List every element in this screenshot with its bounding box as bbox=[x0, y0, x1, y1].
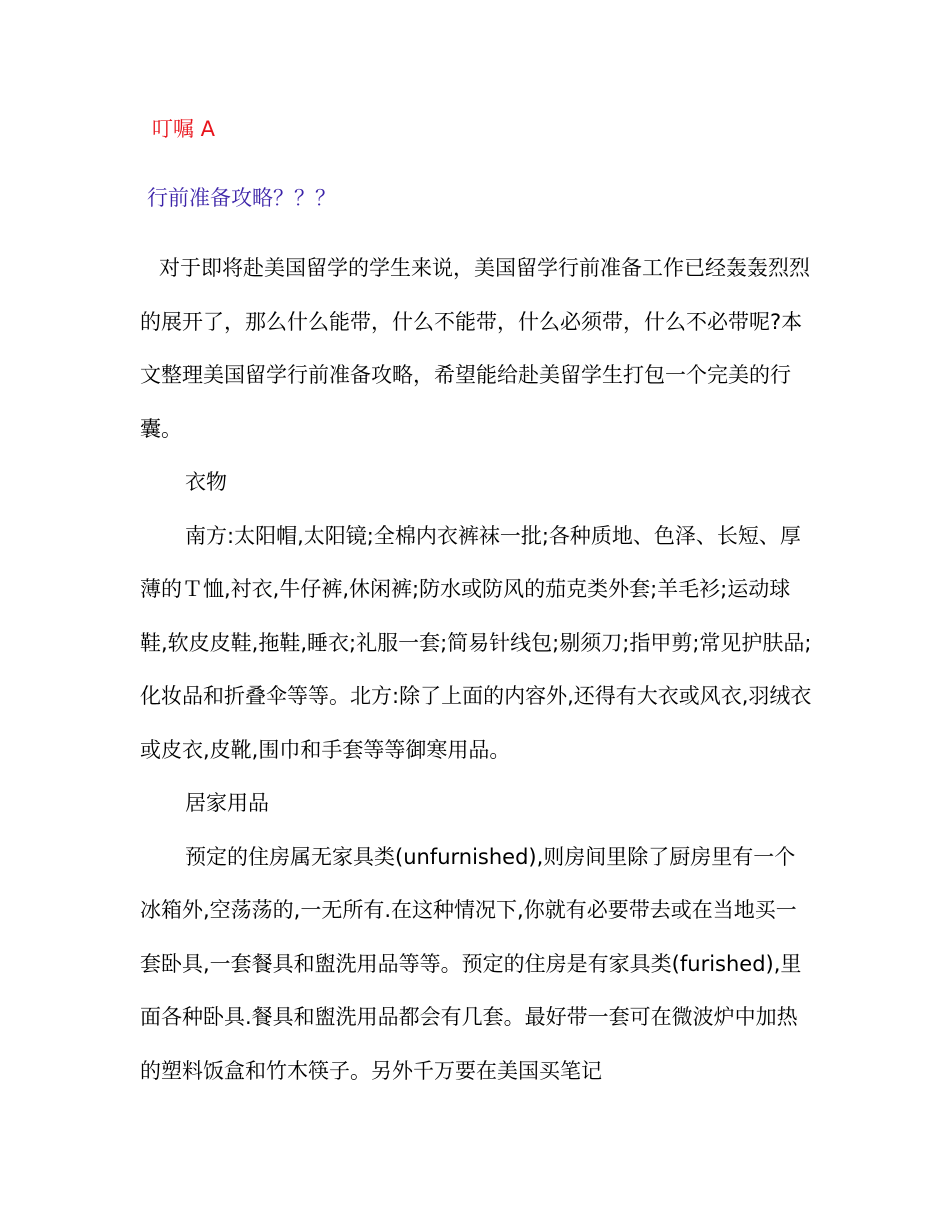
section-heading-household: 居家用品 bbox=[185, 791, 269, 815]
section-paragraph-household: 预定的住房属无家具类(unfurnished),则房间里除了厨房里有一个冰箱外,空荡荡的,一无所有.在这种情况下,你就有必要带去或在当地买一套卧具,一套餐具和盥洗用品等等。预定的住房是有家具类(furished),里面各种卧具.餐具和盥洗用品都会有几套。最好带一套可在微波炉中加热的塑料饭盒和竹木筷子。另外千万要在美国买笔记 bbox=[140, 844, 802, 1083]
intro-paragraph: 对于即将赴美国留学的学生来说，美国留学行前准备工作已经轰轰烈烈的展开了，那么什么能带，什么不能带，什么必须带，什么不必带呢?本文整理美国留学行前准备攻略，希望能给赴美留学生打包一个完美的行囊。 bbox=[140, 256, 810, 441]
section-paragraph-clothing: 南方:太阳帽,太阳镜;全棉内衣裤袜一批;各种质地、色泽、长短、厚薄的Ｔ恤,衬衣,牛仔裤,休闲裤;防水或防风的茄克类外套;羊毛衫;运动球鞋,软皮皮鞋,拖鞋,睡衣;礼服一套;简易针线包;剔须刀;指甲剪;常见护肤品;化妆品和折叠伞等等。北方:除了上面的内容外,还得有大衣或风衣,羽绒衣或皮衣,皮靴,围巾和手套等等御寒用品。 bbox=[140, 523, 812, 762]
article-body bbox=[140, 242, 815, 1098]
note-title: 叮嘱 A bbox=[152, 117, 216, 141]
guide-subtitle: 行前准备攻略？？？ bbox=[147, 186, 336, 210]
section-heading-clothing: 衣物 bbox=[185, 470, 227, 494]
